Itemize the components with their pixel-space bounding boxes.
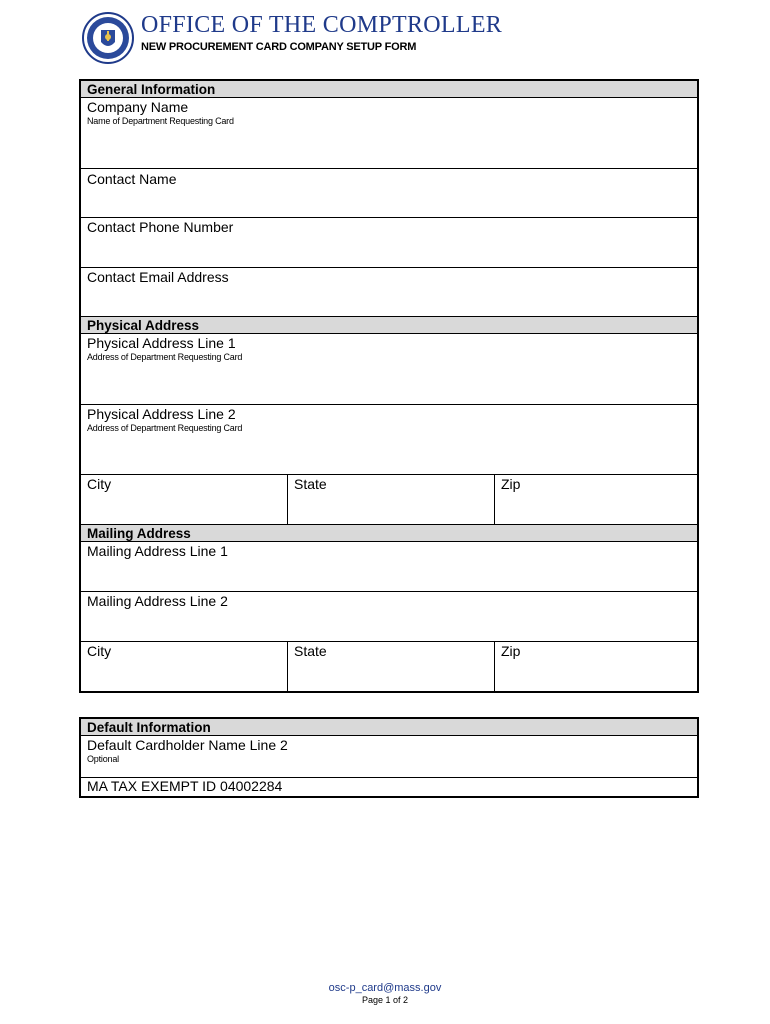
mailing-zip-label: Zip [501,643,521,659]
mailing-address-header: Mailing Address [81,525,697,542]
mailing-zip-field[interactable] [495,642,697,691]
default-information-form [79,717,699,798]
general-information-header: General Information [81,81,697,98]
contact-phone-label: Contact Phone Number [87,219,234,235]
mailing-address-line2-label: Mailing Address Line 2 [87,593,228,609]
mailing-address-line1-field[interactable] [81,542,697,592]
company-name-label: Company Name [87,99,189,115]
physical-state-field[interactable] [288,475,495,524]
page-number: Page 1 of 2 [361,995,409,1005]
mailing-city-field[interactable] [81,642,288,691]
mailing-city-state-zip-row [81,642,697,691]
physical-city-state-zip-row [81,475,697,525]
main-form [79,79,699,693]
physical-address-line2-field[interactable] [81,405,697,475]
physical-address-line1-field[interactable] [81,334,697,405]
company-name-field[interactable] [81,98,697,169]
contact-phone-field[interactable] [81,218,697,268]
form-subtitle: NEW PROCUREMENT CARD COMPANY SETUP FORM [141,41,417,53]
office-title: OFFICE OF THE COMPTROLLER [141,12,503,38]
physical-address-line2-label: Physical Address Line 2 [87,406,236,422]
physical-address-header: Physical Address [81,317,697,334]
mailing-state-label: State [294,643,327,659]
physical-city-field[interactable] [81,475,288,524]
physical-city-label: City [87,476,112,492]
default-cardholder-line2-hint: Optional [87,754,119,764]
tax-exempt-text: MA TAX EXEMPT ID 04002284 [87,778,283,794]
tax-exempt-row [81,778,697,796]
footer-email-link[interactable]: osc-p_card@mass.gov [328,982,442,994]
physical-zip-label: Zip [501,476,521,492]
contact-name-field[interactable] [81,169,697,218]
contact-name-label: Contact Name [87,171,177,187]
mailing-address-line2-field[interactable] [81,592,697,642]
company-name-hint: Name of Department Requesting Card [87,116,234,126]
physical-address-line1-hint: Address of Department Requesting Card [87,352,243,362]
physical-state-label: State [294,476,327,492]
physical-address-line1-label: Physical Address Line 1 [87,335,236,351]
contact-email-field[interactable] [81,268,697,317]
physical-zip-field[interactable] [495,475,697,524]
massachusetts-seal-icon [82,12,134,64]
default-cardholder-line2-field[interactable] [81,736,697,778]
contact-email-label: Contact Email Address [87,269,229,285]
physical-address-line2-hint: Address of Department Requesting Card [87,423,243,433]
mailing-city-label: City [87,643,112,659]
default-cardholder-line2-label: Default Cardholder Name Line 2 [87,737,288,753]
mailing-address-line1-label: Mailing Address Line 1 [87,543,228,559]
default-information-header: Default Information [81,719,697,736]
mailing-state-field[interactable] [288,642,495,691]
